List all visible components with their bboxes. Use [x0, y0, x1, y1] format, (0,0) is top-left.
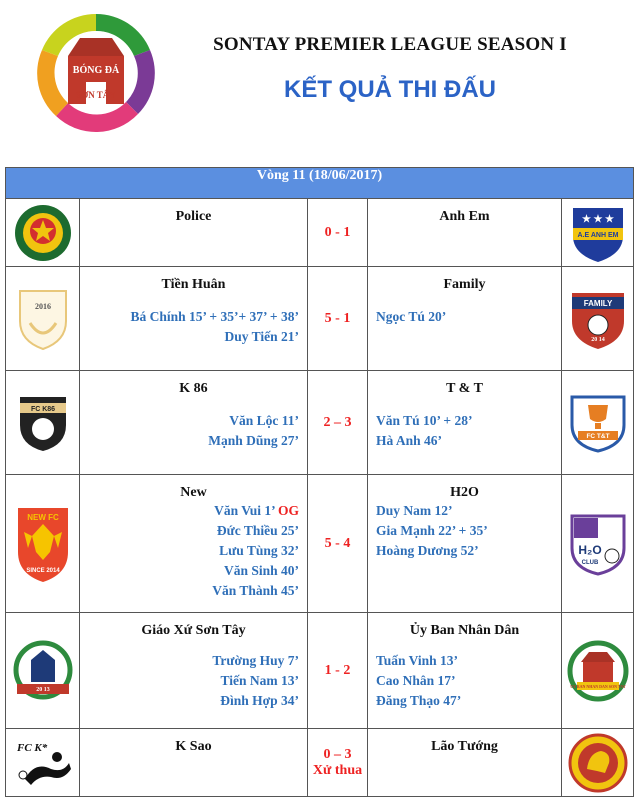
k86-crest-icon [16, 393, 70, 453]
scorer: Đăng Thạo 47’ [376, 693, 462, 708]
away-scorers [368, 411, 561, 451]
newfc-crest-since: SINCE 2014 [25, 567, 60, 574]
home-team-name: K Sao [175, 739, 212, 754]
tt-crest-text: FC T&T [585, 432, 610, 440]
scorer: Đức Thiều 25’ [216, 523, 299, 538]
ubnd-crest-text: UY BAN NHAN DAN SON TAY [569, 683, 626, 689]
family-crest-icon [568, 287, 628, 351]
results-table [5, 167, 634, 797]
police-crest-icon [13, 203, 73, 263]
match-score: 5 - 4 [324, 535, 351, 551]
home-team-name: Police [175, 209, 212, 224]
anhem-crest-text: A.E ANH EM [577, 231, 619, 239]
scorer: Đình Hợp 34’ [220, 693, 299, 708]
giaoxu-crest-icon [13, 640, 73, 702]
match-score: 0 – 3 [323, 746, 352, 762]
newfc-crest-icon [14, 504, 72, 584]
home-team-name: Tiền Huân [161, 277, 226, 292]
scorer: Mạnh Dũng 27’ [208, 433, 299, 448]
h2o-crest-club: CLUB [581, 559, 598, 566]
anhem-crest-icon [569, 202, 627, 264]
away-team-name: Anh Em [439, 209, 490, 224]
tienhuan-crest-icon [16, 287, 70, 351]
round-label: Vòng 11 (18/06/2017) [6, 168, 634, 199]
k86-crest-text: FC K86 [30, 405, 55, 413]
home-team-name: K 86 [179, 381, 208, 396]
away-scorers [368, 651, 561, 711]
home-scorers [80, 501, 307, 601]
match-row [6, 475, 634, 613]
home-scorers [80, 411, 307, 451]
away-team-name: T & T [446, 381, 483, 396]
scorer: Văn Tú 10’ + 28’ [376, 413, 473, 428]
home-scorers [80, 307, 307, 347]
scorer: Bá Chính 15’ + 35’+ 37’ + 38’ [130, 309, 299, 324]
scorer: Trường Huy 7’ [212, 653, 299, 668]
scorer: Tiến Nam 13’ [220, 673, 299, 688]
giaoxu-crest-years: 20 13 [35, 686, 50, 693]
scorer: Văn Sinh 40’ [223, 563, 299, 578]
away-team-name: Ủy Ban Nhân Dân [409, 623, 520, 638]
newfc-crest-text: NEW FC [26, 512, 59, 522]
scorer: Hoàng Dương 52’ [376, 543, 479, 558]
round-row [6, 168, 634, 199]
away-team-name: H2O [450, 485, 479, 500]
family-crest-text: FAMILY [583, 298, 612, 308]
match-row [6, 267, 634, 371]
scorer: Lưu Tùng 32’ [219, 543, 299, 558]
svg-text:★ ★ ★: ★ ★ ★ [581, 213, 614, 225]
logo-text-1: BÓNG ĐÁ [72, 65, 120, 76]
home-team-name: Giáo Xứ Sơn Tây [141, 623, 246, 638]
match-score: 0 - 1 [324, 224, 351, 240]
scorer: Duy Tiến 21’ [224, 329, 299, 344]
ubnd-crest-icon [567, 640, 629, 702]
scorer: Văn Lộc 11’ [229, 413, 299, 428]
league-title: SONTAY PREMIER LEAGUE SEASON I [213, 34, 567, 55]
match-score: 5 - 1 [324, 310, 351, 326]
match-row [6, 199, 634, 267]
scorer: Văn Vui 1’ OG [214, 503, 299, 518]
logo-text-2: SƠN TÂY [76, 90, 116, 100]
scorer: Tuấn Vinh 13’ [376, 653, 459, 668]
scorer: Gia Mạnh 22’ + 35’ [376, 523, 488, 538]
h2o-crest-text: H₂O [577, 542, 602, 557]
away-team-name: Family [443, 277, 486, 292]
scorer: Hà Anh 46’ [376, 433, 443, 448]
ksao-crest-icon [11, 735, 75, 791]
home-scorers [80, 651, 307, 711]
h2o-crest-icon [568, 512, 628, 576]
home-team-name: New [180, 485, 207, 500]
tt-crest-icon [568, 393, 628, 453]
scorer: Duy Nam 12’ [376, 503, 453, 518]
match-score: 2 – 3 [323, 414, 352, 430]
match-row [6, 729, 634, 797]
league-logo [34, 10, 158, 134]
forfeit-note: Xử thua [312, 762, 363, 778]
scorer: Văn Thành 45’ [212, 583, 299, 598]
away-scorers [368, 501, 561, 561]
own-goal-marker: OG [277, 503, 299, 518]
match-score: 1 - 2 [324, 662, 351, 678]
tienhuan-crest-text: 2016 [34, 301, 51, 311]
scorer: Ngọc Tú 20’ [376, 309, 447, 324]
match-row [6, 371, 634, 475]
ksao-crest-text: FC K* [16, 741, 47, 754]
results-title: KẾT QUẢ THI ĐẤU [284, 76, 496, 103]
laotuong-crest-icon [567, 733, 629, 793]
match-row [6, 613, 634, 729]
scorer: Cao Nhân 17’ [376, 673, 456, 688]
away-scorers [368, 307, 561, 327]
away-team-name: Lão Tướng [431, 739, 498, 754]
family-crest-years: 20 14 [590, 336, 605, 343]
